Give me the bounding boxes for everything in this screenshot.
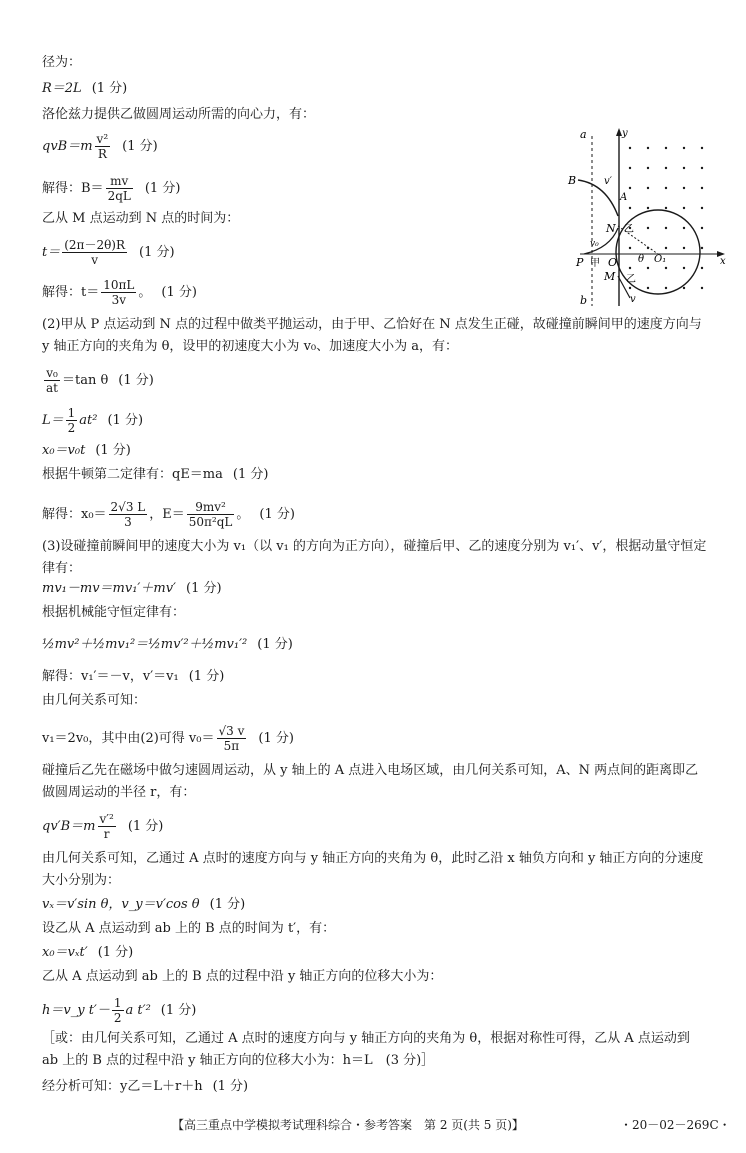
field-dot	[665, 207, 667, 209]
line-26: 设乙从 A 点运动到 ab 上的 B 点的时间为 t′，有：	[42, 921, 336, 936]
field-dot	[683, 187, 685, 189]
line-19: 解得：v₁′＝－v，v′＝v₁ (1 分)	[42, 669, 225, 684]
label-b: b	[580, 294, 588, 306]
label-v: v	[630, 294, 636, 305]
line-16: mv₁－mv＝mv₁′＋mv′ (1 分)	[42, 581, 222, 596]
field-dot	[629, 167, 631, 169]
line-18: ½mv²＋½mv₁²＝½mv′²＋½mv₁′² (1 分)	[42, 637, 293, 652]
line-28: 乙从 A 点运动到 ab 上的 B 点的过程中沿 y 轴正方向的位移大小为：	[42, 969, 443, 984]
footer-title: 【高三重点中学模拟考试理科综合・参考答案 第 2 页(共 5 页)】	[172, 1118, 524, 1132]
field-dot	[665, 187, 667, 189]
line-6: 乙从 M 点运动到 N 点的时间为：	[42, 211, 240, 226]
line-8: 解得：t＝ $\frac{10\pi L}{3v}$ 。 (1 分)	[42, 278, 197, 307]
physics-diagram	[566, 126, 730, 310]
field-dot	[701, 267, 703, 269]
label-N: N	[606, 222, 616, 235]
line-25: vₓ＝v′sin θ，v_y＝v′cos θ (1 分)	[42, 897, 246, 912]
field-dot	[647, 287, 649, 289]
label-P: P	[576, 256, 584, 269]
label-M: M	[604, 270, 616, 283]
field-dot	[683, 167, 685, 169]
field-dot	[665, 287, 667, 289]
field-dot	[701, 207, 703, 209]
line-4: qvB＝m $\frac{\text{v²}}{R}$ (1 分)	[42, 132, 158, 161]
line-22: 碰撞后乙先在磁场中做匀速圆周运动，从 y 轴上的 A 点进入电场区域，由几何关系可知，A、N 两点间的距离即乙做圆周运动的半径 r，有：	[42, 763, 699, 800]
line-31: 经分析可知：y乙＝L＋r＋h (1 分)	[42, 1079, 249, 1094]
label-yi-top: 乙	[624, 224, 634, 235]
field-dot	[665, 247, 667, 249]
line-20: 由几何关系可知：	[42, 693, 147, 708]
line-14: 解得：x₀＝ $\frac{2√3 L}{3}$ ，E＝ $\frac{\text{9mv²}}{\text{50π²qL}}$ 。 (1 分)	[42, 500, 295, 529]
line-2: R＝2L (1 分)	[42, 81, 128, 96]
line-7: t＝ $\frac{(2\pi-2\theta)R}{v}$ (1 分)	[42, 238, 175, 267]
label-a: a	[580, 128, 587, 141]
field-dot	[665, 167, 667, 169]
line-1: 径为：	[42, 55, 82, 70]
magnetic-field-dots	[629, 147, 703, 289]
line-3: 洛伦兹力提供乙做圆周运动所需的向心力，有：	[42, 107, 316, 122]
label-theta: θ	[638, 254, 645, 265]
line-10: $\frac{\text{v₀}}{at}$ ＝tan θ (1 分)	[46, 366, 154, 395]
field-dot	[683, 147, 685, 149]
label-v0: v₀	[590, 239, 599, 249]
field-dot	[701, 147, 703, 149]
field-dot	[629, 267, 631, 269]
line-30: ［或：由几何关系可知，乙通过 A 点时的速度方向与 y 轴正方向的夹角为 θ，根据对称性可得，乙从 A 点运动到 ab 上的 B 点的过程中沿 y 轴正方向的位移大小为：h＝L (3 分)］	[42, 1031, 690, 1068]
line-17: 根据机械能守恒定律有：	[42, 605, 186, 620]
line-21: v₁＝2v₀，其中由(2)可得 v₀＝ $\frac{√3 v}{5\pi}$ (1 分)	[42, 724, 294, 753]
line-27: x₀＝vₓt′ (1 分)	[42, 945, 134, 960]
field-dot	[647, 167, 649, 169]
line-12: x₀＝v₀t (1 分)	[42, 443, 131, 458]
field-dot	[629, 187, 631, 189]
label-O1: O₁	[654, 254, 667, 265]
trajectory-arc-ab	[578, 180, 618, 216]
label-B: B	[568, 174, 577, 187]
line-24: 由几何关系可知，乙通过 A 点时的速度方向与 y 轴正方向的夹角为 θ，此时乙沿 x 轴负方向和 y 轴正方向的分速度大小分别为：	[42, 851, 704, 888]
field-dot	[647, 147, 649, 149]
field-dot	[629, 147, 631, 149]
footer-code: ・20－02－269C・	[620, 1118, 731, 1132]
field-dot	[647, 267, 649, 269]
field-dot	[701, 247, 703, 249]
field-dot	[701, 227, 703, 229]
label-x: x	[720, 256, 726, 267]
field-dot	[665, 267, 667, 269]
label-O: O	[608, 256, 618, 269]
field-dot	[683, 247, 685, 249]
field-dot	[683, 287, 685, 289]
label-yi-bottom: 乙	[626, 274, 636, 285]
label-y: y	[622, 128, 628, 139]
field-dot	[665, 227, 667, 229]
field-dot	[629, 207, 631, 209]
field-dot	[701, 287, 703, 289]
line-5: 解得：B＝ $\frac{mv}{2qL}$ (1 分)	[42, 174, 181, 203]
field-dot	[683, 267, 685, 269]
line-9: (2)甲从 P 点运动到 N 点的过程中做类平抛运动，由于甲、乙恰好在 N 点发生正碰，故碰撞前瞬间甲的速度方向与 y 轴正方向的夹角为 θ，设甲的初速度大小为 v₀、加速度大小为 a，有：	[42, 317, 702, 354]
line-23: qv′B＝m $\frac{\text{v′²}}{r}$ (1 分)	[42, 812, 164, 841]
field-dot	[701, 167, 703, 169]
label-A: A	[620, 192, 628, 203]
field-dot	[647, 227, 649, 229]
field-dot	[629, 247, 631, 249]
line-13: 根据牛顿第二定律有：qE＝ma (1 分)	[42, 467, 269, 482]
line-15: (3)设碰撞前瞬间甲的速度大小为 v₁（以 v₁ 的方向为正方向），碰撞后甲、乙的速度分别为 v₁′、v′，根据动量守恒定律有：	[42, 539, 707, 576]
field-dot	[647, 187, 649, 189]
field-dot	[683, 227, 685, 229]
line-29: h＝v_y t′－ $\frac{1}{2}$ a t′² (1 分)	[42, 996, 197, 1025]
label-v-prime: v′	[604, 176, 612, 187]
field-dot	[629, 287, 631, 289]
label-jia: 甲	[590, 258, 600, 269]
field-dot	[647, 207, 649, 209]
field-dot	[665, 147, 667, 149]
line-11: L＝ $\frac{1}{2}$ at² (1 分)	[42, 406, 144, 435]
field-dot	[683, 207, 685, 209]
field-dot	[701, 187, 703, 189]
